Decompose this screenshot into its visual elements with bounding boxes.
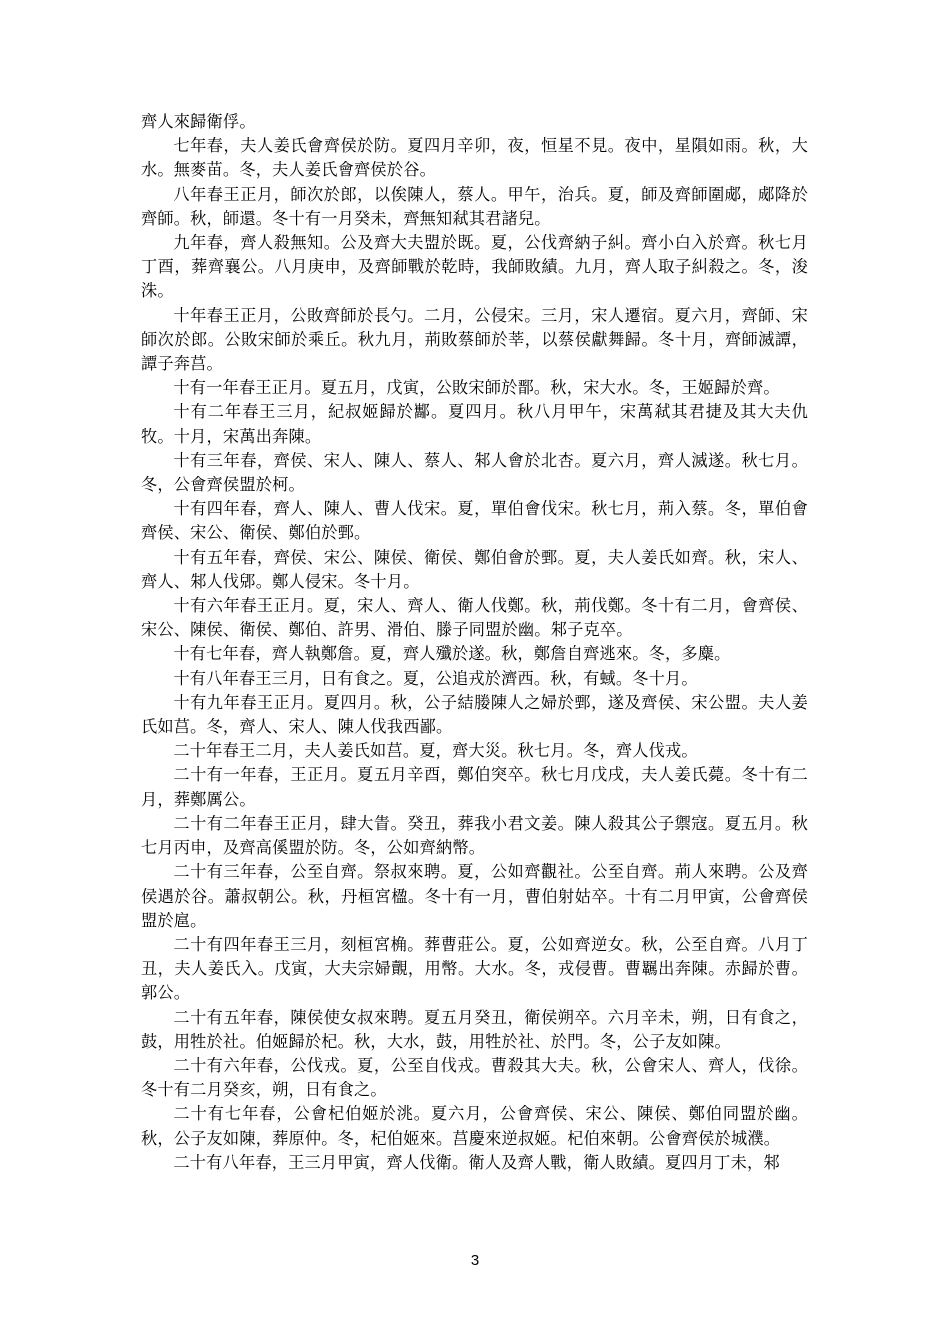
paragraph-12: 十有七年春，齊人執鄭詹。夏，齊人殲於遂。秋，鄭詹自齊逃來。冬，多麋。 bbox=[173, 644, 731, 664]
paragraph-22: 二十有七年春，公會杞伯姬於洮。夏六月，公會齊侯、宋公、陳侯、鄭伯同盟於幽。秋，公子友如陳，葬原仲。冬，杞伯姬來。莒慶來逆叔姬。杞伯來朝。公會齊侯於城濮。 bbox=[141, 1104, 808, 1148]
paragraph-1: 齊人來歸衛俘。 bbox=[141, 112, 256, 131]
paragraph-7: 十有二年春王三月，紀叔姬歸於酅。夏四月。秋八月甲午，宋萬弒其君捷及其大夫仇牧。十月，宋萬出奔陳。 bbox=[141, 402, 808, 446]
paragraph-11: 十有六年春王正月。夏，宋人、齊人、衛人伐鄭。秋，荊伐鄭。冬十有二月，會齊侯、宋公、陳侯、衛侯、鄭伯、許男、滑伯、滕子同盟於幽。邾子克卒。 bbox=[141, 596, 808, 640]
paragraph-23: 二十有八年春，王三月甲寅，齊人伐衛。衛人及齊人戰，衛人敗績。夏四月丁未，邾 bbox=[173, 1152, 780, 1172]
paragraph-6: 十有一年春王正月。夏五月，戊寅，公敗宋師於鄑。秋，宋大水。冬，王姬歸於齊。 bbox=[173, 378, 780, 398]
paragraph-19: 二十有四年春王三月，刻桓宮桷。葬曹莊公。夏，公如齊逆女。秋，公至自齊。八月丁丑，夫人姜氏入。戊寅，大夫宗婦覿，用幣。大水。冬，戎侵曹。曹羈出奔陳。赤歸於曹。郭公。 bbox=[141, 934, 808, 1003]
paragraph-8: 十有三年春，齊侯、宋人、陳人、蔡人、邾人會於北杏。夏六月，齊人滅遂。秋七月。冬，公會齊侯盟於柯。 bbox=[141, 450, 808, 495]
paragraph-5: 十年春王正月，公敗齊師於長勺。二月，公侵宋。三月，宋人遷宿。夏六月，齊師、宋師次於郎。公敗宋師於乘丘。秋九月，荊敗蔡師於莘，以蔡侯獻舞歸。冬十月，齊師滅譚，譚子奔莒。 bbox=[141, 305, 808, 374]
paragraph-2: 七年春，夫人姜氏會齊侯於防。夏四月辛卯，夜，恒星不見。夜中，星隕如雨。秋，大水。無麥苗。冬，夫人姜氏會齊侯於谷。 bbox=[141, 136, 808, 180]
paragraph-17: 二十有二年春王正月，肆大眚。癸丑，葬我小君文姜。陳人殺其公子禦寇。夏五月。秋七月丙申，及齊高傒盟於防。冬，公如齊納幣。 bbox=[141, 813, 808, 858]
paragraph-18: 二十有三年春，公至自齊。祭叔來聘。夏，公如齊觀社。公至自齊。荊人來聘。公及齊侯遇於谷。蕭叔朝公。秋，丹桓宮楹。冬十有一月，曹伯射姑卒。十有二月甲寅，公會齊侯盟於扈。 bbox=[141, 862, 808, 930]
paragraph-15: 二十年春王二月，夫人姜氏如莒。夏，齊大災。秋七月。冬，齊人伐戎。 bbox=[173, 741, 698, 761]
paragraph-4: 九年春，齊人殺無知。公及齊大夫盟於既。夏，公伐齊納子糾。齊小白入於齊。秋七月丁酉，葬齊襄公。八月庚申，及齊師戰於乾時，我師敗績。九月，齊人取子糾殺之。冬，浚洙。 bbox=[141, 233, 808, 301]
page-number: 3 bbox=[470, 1252, 480, 1269]
paragraph-9: 十有四年春，齊人、陳人、曹人伐宋。夏，單伯會伐宋。秋七月，荊入蔡。冬，單伯會齊侯、宋公、衛侯、鄭伯於鄄。 bbox=[141, 499, 808, 543]
paragraph-10: 十有五年春，齊侯、宋公、陳侯、衛侯、鄭伯會於鄄。夏，夫人姜氏如齊。秋，宋人、齊人、邾人伐郳。鄭人侵宋。冬十月。 bbox=[141, 547, 808, 591]
paragraph-3: 八年春王正月，師次於郎，以俟陳人，蔡人。甲午，治兵。夏，師及齊師圍郕，郕降於齊師。秋，師還。冬十有一月癸未，齊無知弒其君諸兒。 bbox=[141, 184, 808, 228]
chronicle-text-body bbox=[141, 110, 808, 1175]
paragraph-14: 十有九年春王正月。夏四月。秋，公子結媵陳人之婦於鄄，遂及齊侯、宋公盟。夫人姜氏如莒。冬，齊人、宋人、陳人伐我西鄙。 bbox=[141, 692, 808, 737]
paragraph-16: 二十有一年春，王正月。夏五月辛酉，鄭伯突卒。秋七月戊戌，夫人姜氏薨。冬十有二月，葬鄭厲公。 bbox=[141, 765, 808, 809]
paragraph-20: 二十有五年春，陳侯使女叔來聘。夏五月癸丑，衛侯朔卒。六月辛未，朔，日有食之，鼓，用牲於社。伯姬歸於杞。秋，大水，鼓，用牲於社、於門。冬，公子友如陳。 bbox=[141, 1007, 808, 1051]
paragraph-13: 十有八年春王三月，日有食之。夏，公追戎於濟西。秋，有蜮。冬十月。 bbox=[173, 668, 698, 688]
paragraph-21: 二十有六年春，公伐戎。夏，公至自伐戎。曹殺其大夫。秋，公會宋人、齊人，伐徐。冬十有二月癸亥，朔，日有食之。 bbox=[141, 1055, 808, 1100]
